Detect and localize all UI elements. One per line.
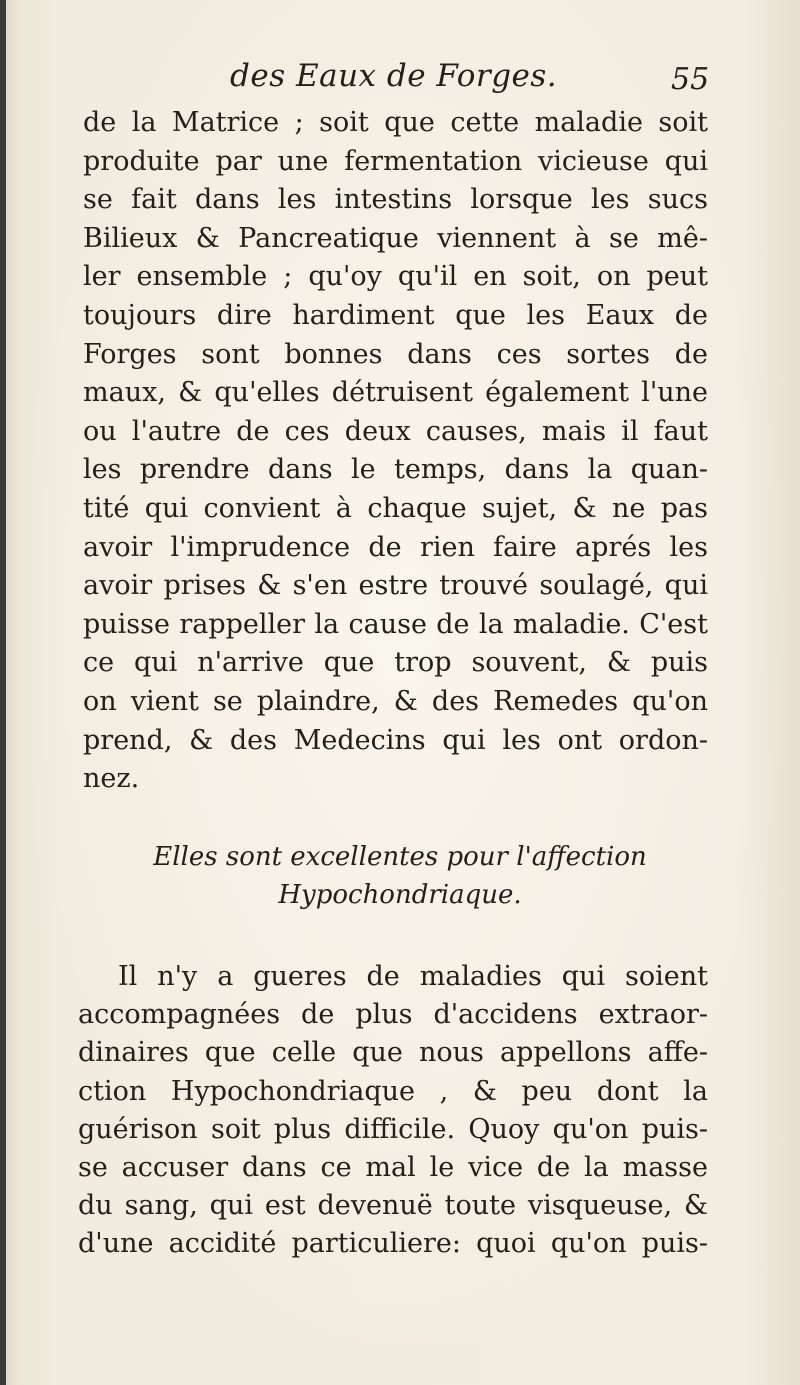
- text-line: avoir prises & s'en estre trouvé soulagé, qui: [83, 570, 708, 602]
- text-line: accompagnées de plus d'accidens extraor-: [78, 999, 708, 1031]
- text-line: de la Matrice ; soit que cette maladie soit: [83, 107, 708, 138]
- text-line: Il n'y a gueres de maladies qui soient: [118, 961, 708, 992]
- text-line: d'une accidité particuliere: quoi qu'on puis-: [78, 1228, 708, 1260]
- text-line: puisse rappeller la cause de la maladie. C'est: [83, 608, 708, 640]
- text-line: Bilieux & Pancreatique viennent à se mê-: [83, 222, 708, 254]
- text-line: maux, & qu'elles détruisent également l'une: [83, 377, 708, 409]
- text-line: se accuser dans ce mal le vice de la masse: [78, 1152, 708, 1184]
- text-line: dinaires que celle que nous appellons affe-: [78, 1037, 708, 1069]
- text-line: on vient se plaindre, & des Remedes qu'on: [83, 685, 708, 717]
- text-line: ction Hypochondriaque , & peu dont la: [78, 1075, 708, 1107]
- text-line: produite par une fermentation vicieuse qui: [83, 145, 708, 177]
- paragraph-1: [83, 104, 708, 799]
- heading-line: Elles sont excellentes pour l'affection: [153, 842, 647, 872]
- page-number: 55: [671, 62, 710, 97]
- text-line: du sang, qui est devenuë toute visqueuse, &: [78, 1190, 708, 1222]
- text-line: ou l'autre de ces deux causes, mais il faut: [83, 415, 708, 447]
- paragraph-2: [78, 958, 708, 1264]
- text-line: se fait dans les intestins lorsque les sucs: [83, 184, 708, 216]
- text-line: tité qui convient à chaque sujet, & ne pas: [83, 492, 708, 524]
- section-heading: [60, 838, 740, 914]
- text-line: toujours dire hardiment que les Eaux de: [83, 299, 708, 331]
- heading-line: Hypochondriaque.: [278, 880, 522, 910]
- text-line: avoir l'imprudence de rien faire aprés les: [83, 531, 708, 563]
- page-header: [0, 58, 800, 108]
- running-title: des Eaux de Forges.: [230, 58, 558, 94]
- text-line: ce qui n'arrive que trop souvent, & puis: [83, 647, 708, 679]
- text-line: nez.: [83, 763, 140, 795]
- page-gutter-shadow: [0, 0, 6, 1385]
- text-line: prend, & des Medecins qui les ont ordon-: [83, 724, 708, 756]
- text-line: guérison soit plus difficile. Quoy qu'on puis-: [78, 1113, 708, 1145]
- text-line: Forges sont bonnes dans ces sortes de: [83, 338, 708, 370]
- text-line: les prendre dans le temps, dans la quan-: [83, 454, 708, 486]
- text-line: ler ensemble ; qu'oy qu'il en soit, on peut: [83, 261, 708, 293]
